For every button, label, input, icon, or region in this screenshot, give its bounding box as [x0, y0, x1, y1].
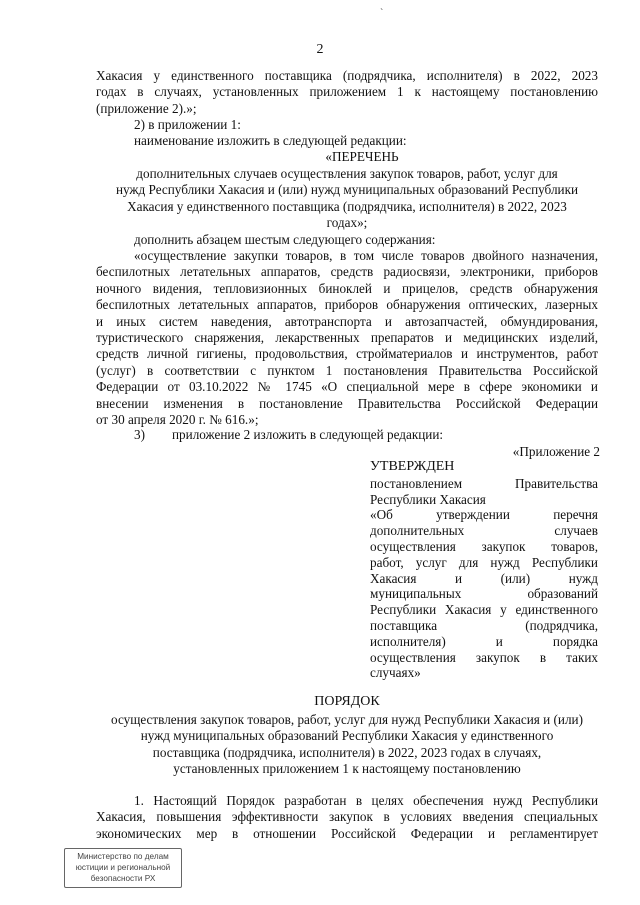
quote-line: внесении изменения в постановление Правительства Российской Федерации: [96, 395, 598, 411]
para1-line: 1. Настоящий Порядок разработан в целях обеспечения нужд Республики: [134, 793, 598, 808]
approved-line: дополнительных случаев: [370, 523, 598, 539]
add-paragraph-line: дополнить абзацем шестым следующего содержания:: [134, 232, 436, 247]
quote-line: средств личной гигиены, продовольствия, стройматериалов и инструментов, работ: [96, 346, 598, 362]
approved-title: УТВЕРЖДЕН: [370, 459, 455, 474]
item-3-number: 3): [134, 427, 145, 442]
para1-line: экономических мер в отношении Российской Федерации и регламентирует: [96, 825, 598, 841]
scan-mark: `: [380, 8, 384, 19]
paragraph-1: [96, 793, 598, 842]
poryadok-line: установленных приложением 1 к настоящему постановлению: [173, 761, 521, 777]
approved-line: муниципальных образований: [370, 586, 598, 602]
item-3-text: приложение 2 изложить в следующей редакции:: [172, 427, 444, 442]
approved-line: исполнителя) и порядка: [370, 633, 598, 649]
poryadok-line: осуществления закупок товаров, работ, услуг для нужд Республики Хакасия и (или): [111, 712, 583, 727]
perechen-line: нужд Республики Хакасия и (или) нужд муниципальных образований Республики: [115, 182, 579, 198]
intro-paragraph: [96, 68, 598, 117]
perechen-heading: [96, 166, 598, 232]
quote-line: от 30 апреля 2020 г. № 616.»;: [96, 412, 259, 428]
approved-line: осуществления закупок в таких: [370, 649, 598, 665]
item-2: 2) в приложении 1:: [134, 117, 241, 132]
intro-line: Хакасия у единственного поставщика (подрядчика, исполнителя) в 2022, 2023: [96, 68, 598, 83]
stamp-line: юстиции и региональной: [75, 863, 171, 872]
quote-line: ночного видения, тепловизионных биноклей и прицелов, средств обнаружения: [96, 280, 598, 296]
approved-line: постановлением Правительства: [370, 475, 598, 491]
perechen-line: Хакасия у единственного поставщика (подрядчика, исполнителя) в 2022, 2023: [127, 198, 567, 214]
perechen-line: дополнительных случаев осуществления закупок товаров, работ, услуг для: [136, 166, 558, 181]
approved-line: Республики Хакасия у единственного: [370, 602, 598, 618]
quote-line: (услуг) в соответствии с пунктом 1 постановления Правительства Российской: [96, 362, 598, 378]
quote-line: «осуществление закупки товаров, в том числе товаров двойного назначения,: [134, 248, 598, 263]
stamp-line: безопасности РХ: [90, 874, 156, 883]
stamp-line: Министерство по делам: [77, 852, 169, 861]
para1-line: Хакасия, повышения эффективности закупок в условиях введения специальных: [96, 809, 598, 825]
intro-line: годах в случаях, установленных приложением 1 к настоящему постановлению: [96, 84, 598, 100]
poryadok-title: ПОРЯДОК: [314, 694, 380, 709]
approved-line: Республики Хакасия: [370, 491, 486, 507]
quote-line: беспилотных летательных аппаратов, приборов обнаружения оптических, лазерных: [96, 297, 598, 313]
intro-line: (приложение 2).»;: [96, 100, 197, 116]
approved-block: [370, 459, 598, 681]
quote-line: и иных систем наведения, автотранспорта и автозапчастей, обмундирования,: [96, 313, 598, 329]
quote-line: Федерации от 03.10.2022 № 1745 «О специальной мере в сфере экономики и: [96, 379, 598, 395]
ministry-stamp: [64, 848, 182, 888]
approved-line: работ, услуг для нужд Республики: [370, 554, 598, 570]
page-number: 2: [316, 42, 324, 57]
approved-line: поставщика (подрядчика,: [370, 617, 598, 633]
approved-line: Хакасия и (или) нужд: [370, 570, 598, 586]
perechen-title: «ПЕРЕЧЕНЬ: [325, 149, 399, 164]
approved-line: «Об утверждении перечня: [370, 507, 598, 523]
appendix-label: «Приложение 2: [512, 444, 600, 459]
poryadok-line: нужд муниципальных образований Республики Хакасия у единственного: [140, 728, 554, 744]
quote-line: беспилотных летательных аппаратов, средств радиосвязи, электроники, приборов: [96, 264, 598, 280]
quoted-paragraph: [96, 248, 598, 428]
approved-line: случаях»: [370, 665, 421, 681]
item-2-name-line: наименование изложить в следующей редакции:: [134, 133, 407, 148]
perechen-line: годах»;: [326, 215, 368, 231]
approved-line: осуществления закупок товаров,: [370, 538, 598, 554]
poryadok-heading: [96, 712, 598, 778]
poryadok-line: поставщика (подрядчика, исполнителя) в 2022, 2023 годах в случаях,: [152, 744, 542, 760]
quote-line: туристического снаряжения, лекарственных препаратов и медицинских изделий,: [96, 330, 598, 346]
